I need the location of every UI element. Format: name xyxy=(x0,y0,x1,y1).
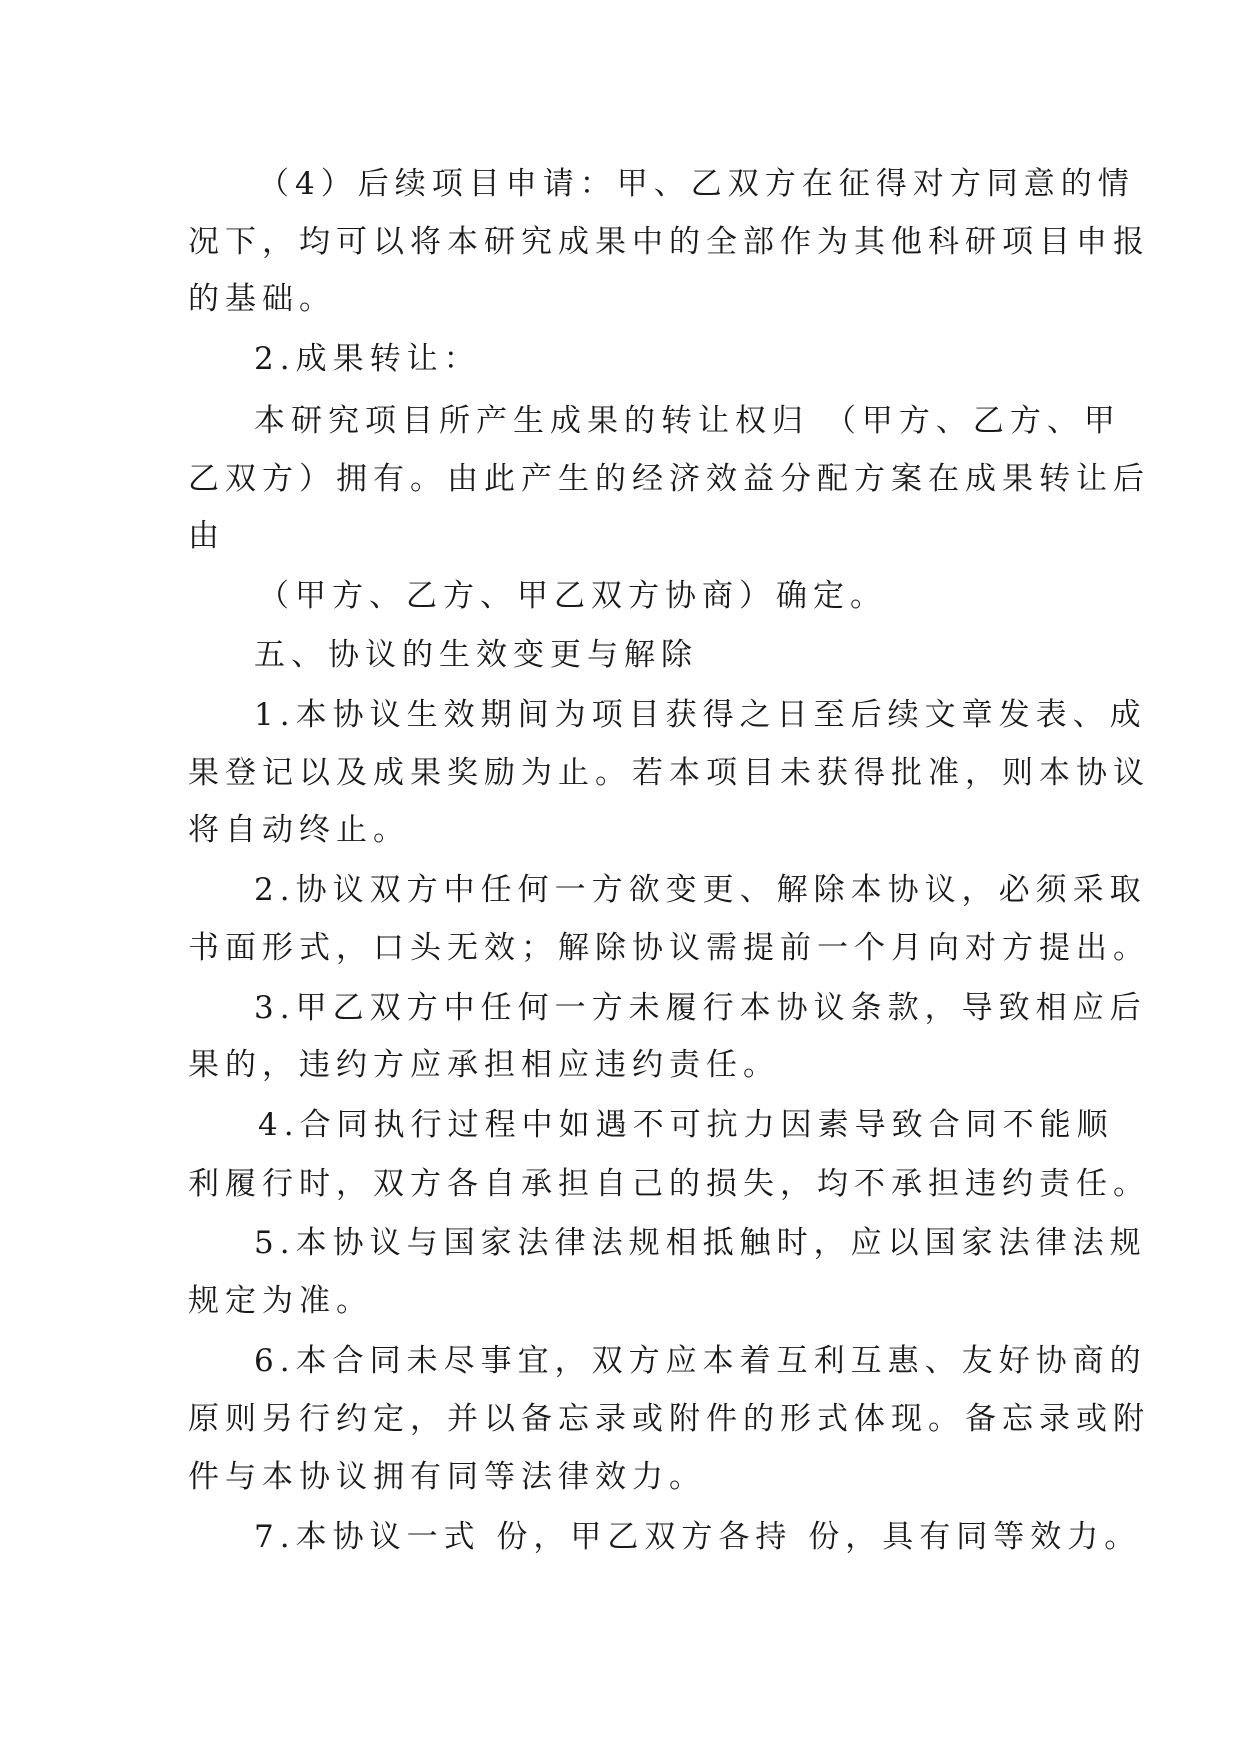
paragraph-line: 果登记以及成果奖励为止。若本项目未获得批准，则本协议 xyxy=(188,755,1150,791)
paragraph-line: 原则另行约定，并以备忘录或附件的形式体现。备忘录或附 xyxy=(188,1401,1150,1437)
paragraph-line: （甲方、乙方、甲乙双方协商）确定。 xyxy=(258,578,887,614)
paragraph-line: 由 xyxy=(188,518,225,554)
paragraph-line: 5.本协议与国家法律法规相抵触时，应以国家法律法规 xyxy=(254,1225,1147,1261)
paragraph-line: 乙双方）拥有。由此产生的经济效益分配方案在成果转让后 xyxy=(188,461,1150,497)
paragraph-line: 的基础。 xyxy=(188,281,336,317)
paragraph-line: 1.本协议生效期间为项目获得之日至后续文章发表、成 xyxy=(254,697,1147,733)
paragraph-line: 件与本协议拥有同等法律效力。 xyxy=(188,1459,706,1495)
paragraph-line: 7.本协议一式 份，甲乙双方各持 份，具有同等效力。 xyxy=(254,1519,1142,1555)
section-heading: 2.成果转让： xyxy=(254,341,481,377)
paragraph-line: 况下，均可以将本研究成果中的全部作为其他科研项目申报 xyxy=(188,224,1150,260)
paragraph-line: 6.本合同未尽事宜，双方应本着互利互惠、友好协商的 xyxy=(254,1343,1147,1379)
paragraph-line: 2.协议双方中任何一方欲变更、解除本协议，必须采取 xyxy=(254,872,1147,908)
paragraph-line: 本研究项目所产生成果的转让权归 （甲方、乙方、甲 xyxy=(254,403,1121,439)
paragraph-line: 利履行时，双方各自承担自己的损失，均不承担违约责任。 xyxy=(188,1166,1150,1202)
paragraph-line: 书面形式，口头无效；解除协议需提前一个月向对方提出。 xyxy=(188,930,1150,966)
paragraph-line: 规定为准。 xyxy=(188,1283,373,1319)
paragraph-line: 4.合同执行过程中如遇不可抗力因素导致合同不能顺 xyxy=(258,1107,1114,1143)
paragraph-line: 3.甲乙双方中任何一方未履行本协议条款，导致相应后 xyxy=(254,990,1147,1026)
paragraph-line: 果的，违约方应承担相应违约责任。 xyxy=(188,1047,780,1083)
paragraph-line: 将自动终止。 xyxy=(188,812,410,848)
section-heading: 五、协议的生效变更与解除 xyxy=(254,637,698,673)
paragraph-line: （4）后续项目申请：甲、乙双方在征得对方同意的情 xyxy=(258,166,1135,202)
